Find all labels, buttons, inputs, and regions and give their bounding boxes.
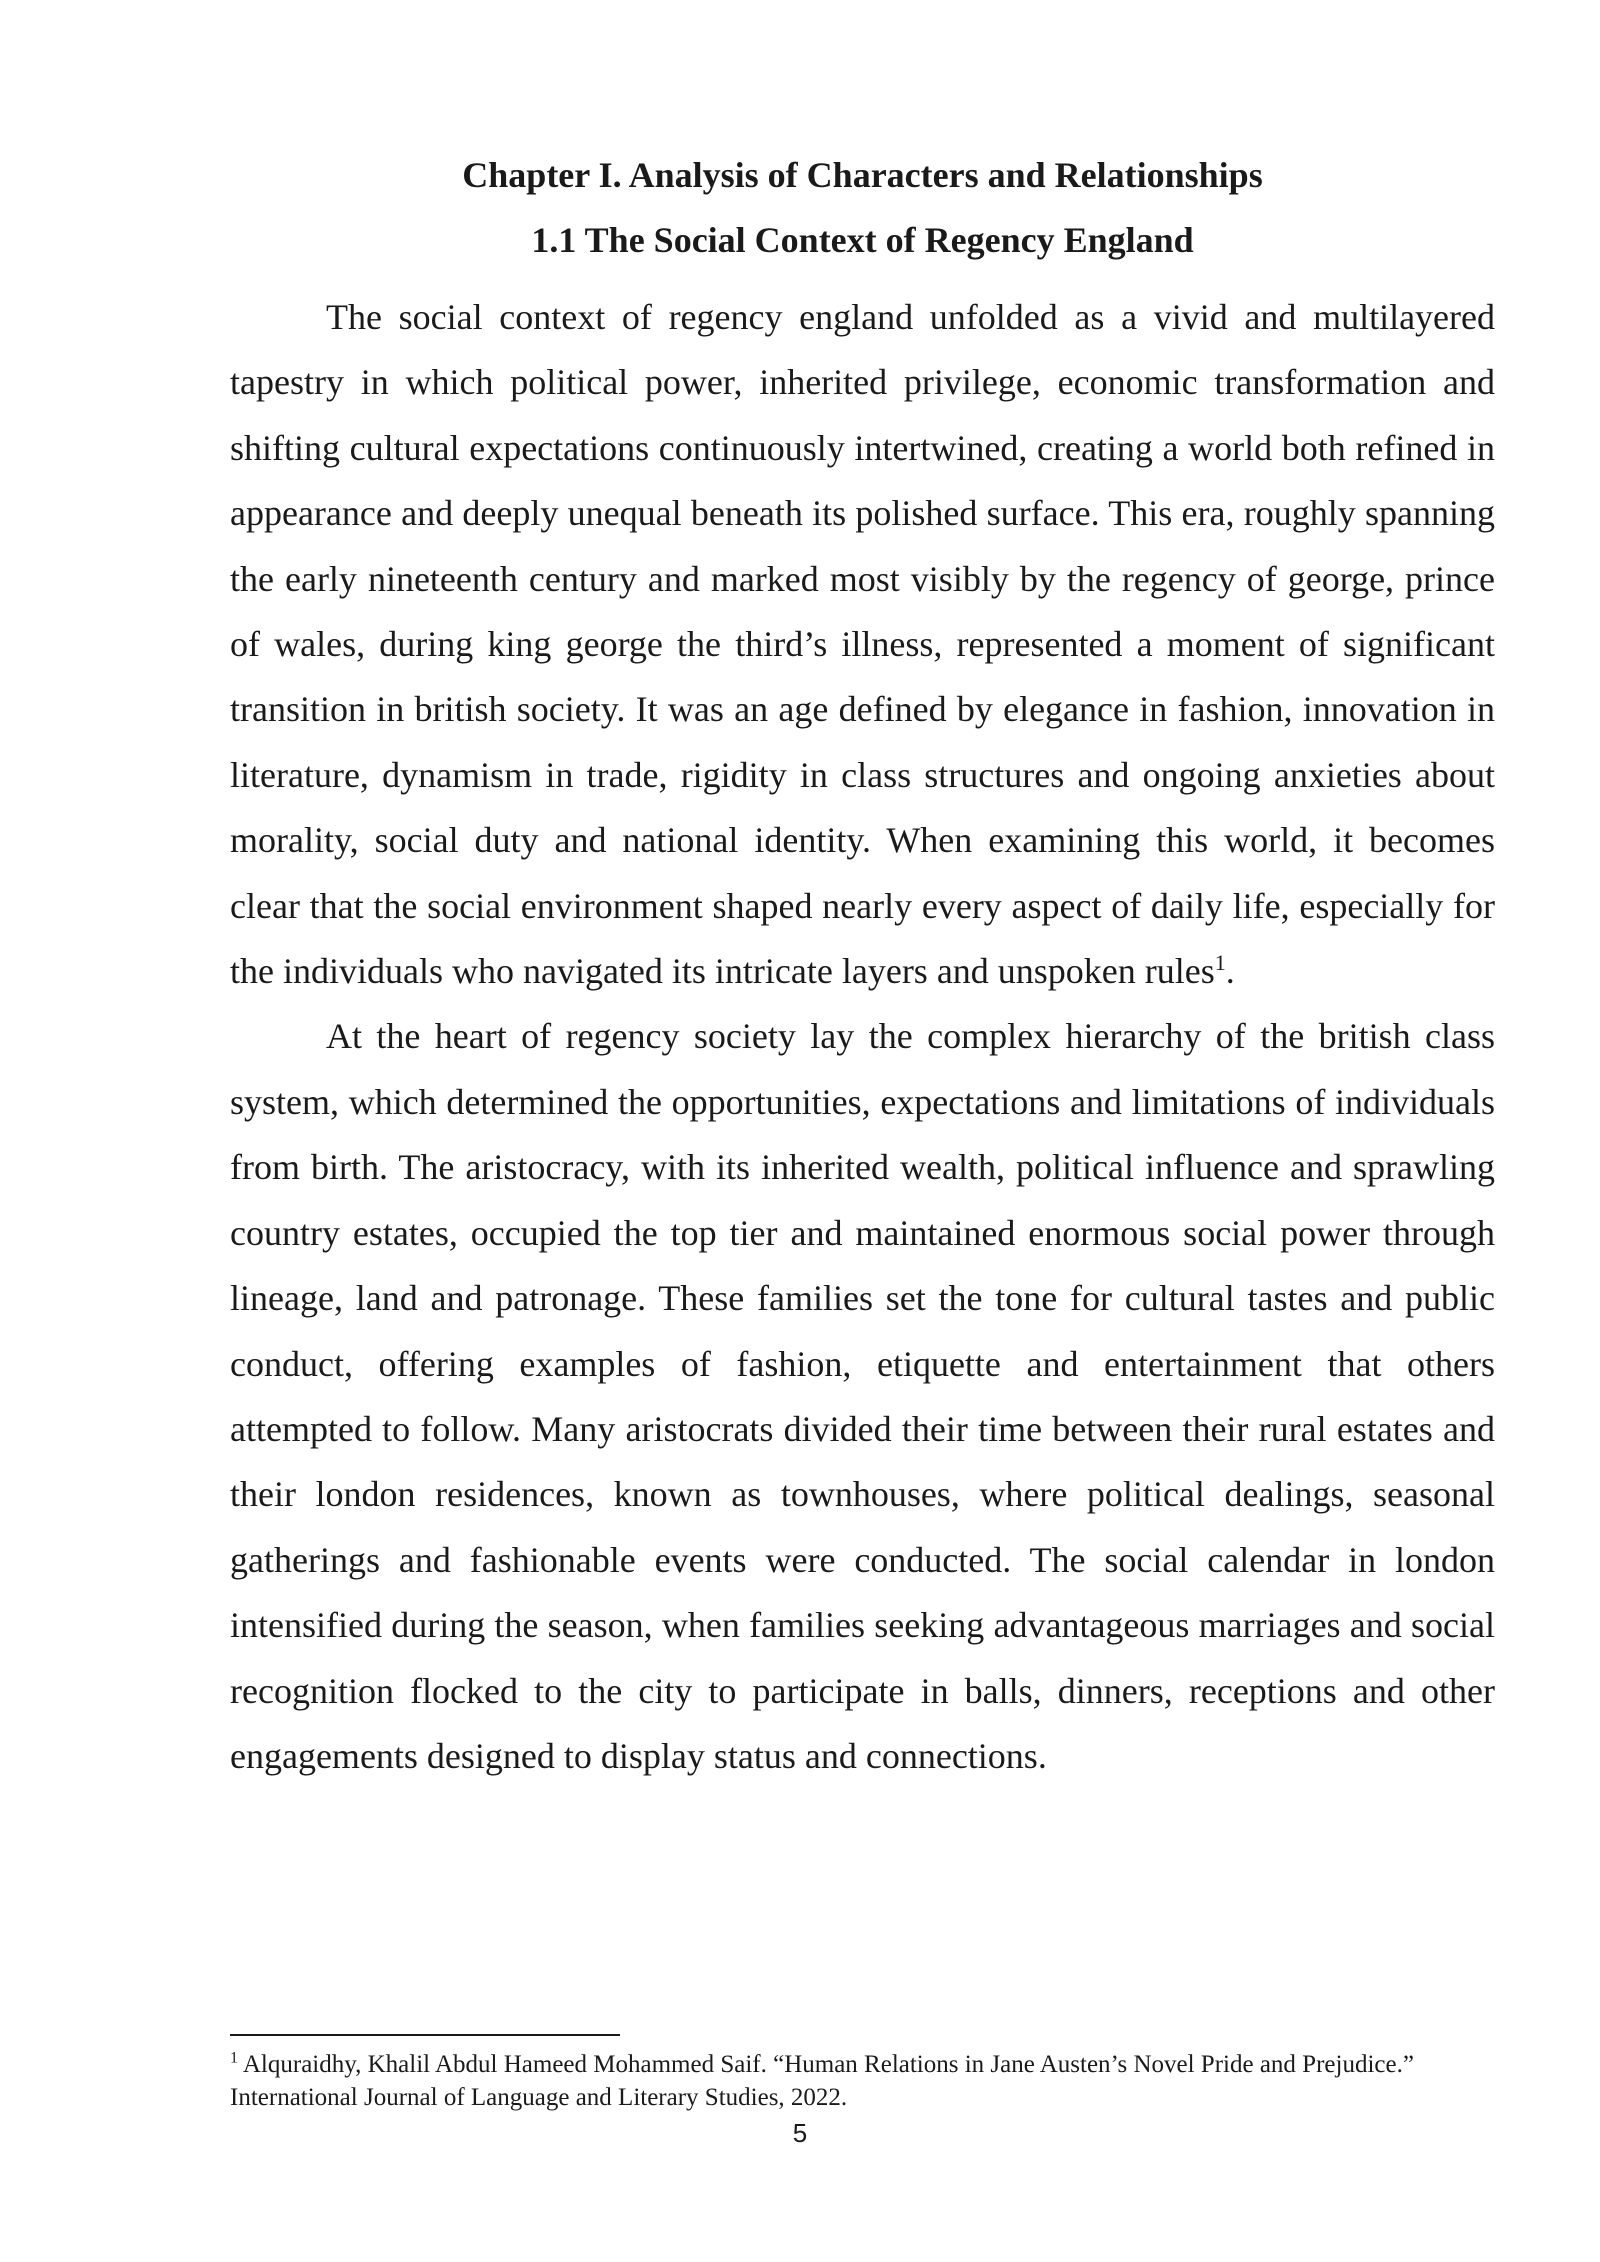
paragraph-1-text: The social context of regency england unfolded as a vivid and multilayered tapestry in which political power, inherited privilege, economic transformation and shifting cultural expectations continuously intertwined, creating a world both refined in appearance and deeply unequal beneath its polished surface. This era, roughly spanning the early nineteenth century and marked most visibly by the regency of george, prince of wales, during king george the third’s illness, represented a moment of significant transition in british society. It was an age defined by elegance in fashion, innovation in literature, dynamism in trade, rigidity in class structures and ongoing anxieties about morality, social duty and national identity. When examining this world, it becomes clear that the social environment shaped nearly every aspect of daily life, especially for the individuals who navigated its intricate layers and unspoken rules (230, 297, 1495, 992)
chapter-title: Chapter I. Analysis of Characters and Relationships (462, 155, 1263, 195)
page-number: 5 (792, 2118, 808, 2148)
footnote-text: Alquraidhy, Khalil Abdul Hameed Mohammed Saif. “Human Relations in Jane Austen’s Novel Pride and Prejudice.” International Journal of Language and Literary Studies, 2022. (230, 2051, 1414, 2111)
paragraph-1-end: . (1225, 951, 1235, 992)
body-text (230, 285, 1495, 1789)
footnote-number: 1 (230, 2049, 238, 2067)
section-title: 1.1 The Social Context of Regency England (531, 220, 1194, 260)
footnote-separator (230, 2034, 620, 2036)
footnote-reference: 1 (1214, 950, 1226, 976)
footnote (230, 2048, 1495, 2114)
paragraph-1 (230, 285, 1495, 1004)
paragraph-2: At the heart of regency society lay the complex hierarchy of the british class system, which determined the opportunities, expectations and limitations of individuals from birth. The aristocracy, with its inherited wealth, political influence and sprawling country estates, occupied the top tier and maintained enormous social power through lineage, land and patronage. These families set the tone for cultural tastes and public conduct, offering examples of fashion, etiquette and entertainment that others attempted to follow. Many aristocrats divided their time between their rural estates and their london residences, known as townhouses, where political dealings, seasonal gatherings and fashionable events were conducted. The social calendar in london intensified during the season, when families seeking advantageous marriages and social recognition flocked to the city to participate in balls, dinners, receptions and other engagements designed to display status and connections. (230, 1016, 1495, 1776)
